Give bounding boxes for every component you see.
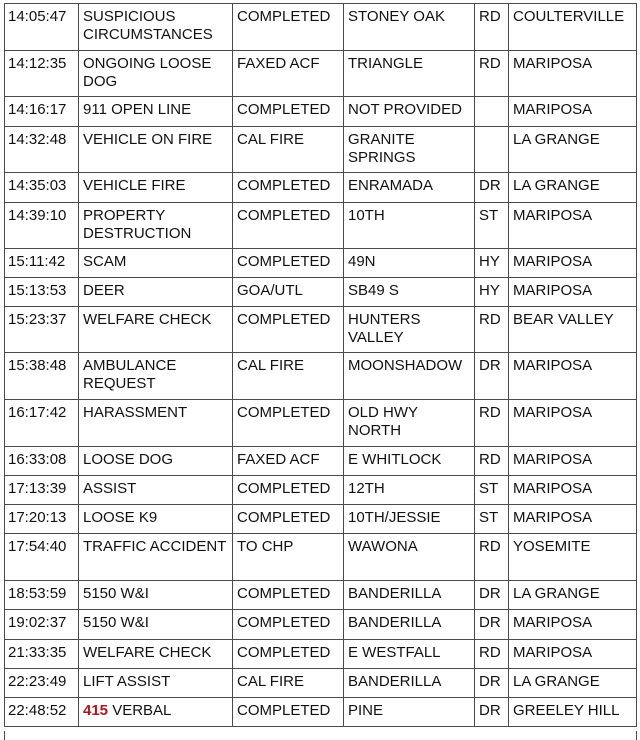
call-time-cell: 17:54:40 [5, 534, 79, 581]
call-type-cell [79, 97, 233, 127]
street-cell: BANDERILLA [344, 610, 475, 640]
street-suffix-cell [475, 127, 509, 173]
table-row [5, 581, 637, 610]
call-type-cell [79, 127, 233, 173]
call-type-cell [79, 51, 233, 97]
street-cell: WAWONA [344, 534, 475, 581]
street-suffix-cell: RD [475, 4, 509, 51]
call-type-text: PROPERTY DESTRUCTION [83, 207, 192, 242]
street-cell: OLD HWY NORTH [344, 400, 475, 447]
table-row [5, 278, 637, 307]
city-cell: MARIPOSA [509, 278, 637, 307]
call-time-cell: 17:20:13 [5, 505, 79, 534]
city-cell: LA GRANGE [509, 173, 637, 203]
call-time-cell: 22:23:49 [5, 669, 79, 698]
city-cell: MARIPOSA [509, 640, 637, 669]
call-time-cell: 15:11:42 [5, 249, 79, 278]
table-row [5, 4, 637, 51]
disposition-cell: COMPLETED [233, 249, 344, 278]
call-type-text: SUSPICIOUS CIRCUMSTANCES [83, 8, 213, 43]
disposition-cell: COMPLETED [233, 640, 344, 669]
disposition-cell: CAL FIRE [233, 353, 344, 400]
call-type-cell [79, 4, 233, 51]
call-type-cell [79, 400, 233, 447]
disposition-cell: COMPLETED [233, 307, 344, 353]
street-suffix-cell: ST [475, 505, 509, 534]
call-type-text: SCAM [83, 253, 127, 270]
call-time-cell: 14:05:47 [5, 4, 79, 51]
disposition-cell: COMPLETED [233, 97, 344, 127]
street-cell: 49N [344, 249, 475, 278]
call-type-text: TRAFFIC ACCIDENT [83, 538, 227, 555]
street-suffix-cell: DR [475, 669, 509, 698]
call-type-text: HARASSMENT [83, 404, 188, 421]
street-cell: MOONSHADOW [344, 353, 475, 400]
call-type-text: WELFARE CHECK [83, 311, 212, 328]
disposition-cell: COMPLETED [233, 203, 344, 249]
call-time-cell: 14:16:17 [5, 97, 79, 127]
call-type-cell [79, 698, 233, 727]
street-cell: TRIANGLE [344, 51, 475, 97]
city-cell: LA GRANGE [509, 127, 637, 173]
call-type-cell [79, 610, 233, 640]
street-cell: BANDERILLA [344, 581, 475, 610]
table-row [5, 51, 637, 97]
street-cell: GRANITE SPRINGS [344, 127, 475, 173]
disposition-cell: CAL FIRE [233, 669, 344, 698]
call-time-cell: 18:53:59 [5, 581, 79, 610]
call-type-text: WELFARE CHECK [83, 644, 212, 661]
disposition-cell: FAXED ACF [233, 51, 344, 97]
street-suffix-cell: RD [475, 51, 509, 97]
city-cell: BEAR VALLEY [509, 307, 637, 353]
street-suffix-cell: ST [475, 476, 509, 505]
street-suffix-cell: RD [475, 307, 509, 353]
disposition-cell: GOA/UTL [233, 278, 344, 307]
call-type-cell [79, 534, 233, 581]
table-row [5, 669, 637, 698]
disposition-cell: COMPLETED [233, 581, 344, 610]
street-suffix-cell: DR [475, 581, 509, 610]
table-row [5, 353, 637, 400]
call-type-text: 911 OPEN LINE [83, 101, 192, 118]
call-type-cell [79, 581, 233, 610]
disposition-cell: COMPLETED [233, 505, 344, 534]
table-row [5, 640, 637, 669]
call-type-cell [79, 640, 233, 669]
call-time-cell: 15:13:53 [5, 278, 79, 307]
table-row [5, 307, 637, 353]
call-log-table [4, 3, 637, 727]
table-row [5, 127, 637, 173]
call-type-text: LOOSE K9 [83, 509, 158, 526]
disposition-cell: CAL FIRE [233, 127, 344, 173]
table-row [5, 97, 637, 127]
disposition-cell: COMPLETED [233, 698, 344, 727]
city-cell: MARIPOSA [509, 400, 637, 447]
city-cell: MARIPOSA [509, 203, 637, 249]
table-row [5, 505, 637, 534]
call-log-body [5, 4, 637, 727]
disposition-cell: COMPLETED [233, 4, 344, 51]
city-cell: MARIPOSA [509, 505, 637, 534]
city-cell: MARIPOSA [509, 249, 637, 278]
street-cell: E WESTFALL [344, 640, 475, 669]
street-cell: SB49 S [344, 278, 475, 307]
street-suffix-cell: RD [475, 534, 509, 581]
street-suffix-cell: RD [475, 447, 509, 476]
street-suffix-cell: DR [475, 610, 509, 640]
street-suffix-cell: HY [475, 249, 509, 278]
call-type-text: VEHICLE FIRE [83, 177, 186, 194]
call-time-cell: 17:13:39 [5, 476, 79, 505]
call-type-cell [79, 307, 233, 353]
street-cell: 12TH [344, 476, 475, 505]
call-type-text: ONGOING LOOSE DOG [83, 55, 216, 90]
call-time-cell: 22:48:52 [5, 698, 79, 727]
call-type-text: 5150 W&I [83, 614, 149, 631]
call-time-cell: 15:38:48 [5, 353, 79, 400]
call-type-cell [79, 203, 233, 249]
city-cell: MARIPOSA [509, 610, 637, 640]
call-time-cell: 14:35:03 [5, 173, 79, 203]
call-time-cell: 16:33:08 [5, 447, 79, 476]
disposition-cell: FAXED ACF [233, 447, 344, 476]
table-row [5, 173, 637, 203]
city-cell: MARIPOSA [509, 447, 637, 476]
call-time-cell: 16:17:42 [5, 400, 79, 447]
city-cell: YOSEMITE [509, 534, 637, 581]
call-type-cell [79, 173, 233, 203]
disposition-cell: TO CHP [233, 534, 344, 581]
city-cell: LA GRANGE [509, 581, 637, 610]
table-row [5, 447, 637, 476]
call-type-text: ASSIST [83, 480, 137, 497]
street-suffix-cell: DR [475, 173, 509, 203]
street-cell: ENRAMADA [344, 173, 475, 203]
street-cell: NOT PROVIDED [344, 97, 475, 127]
street-suffix-cell: DR [475, 698, 509, 727]
disposition-cell: COMPLETED [233, 400, 344, 447]
call-time-cell: 14:32:48 [5, 127, 79, 173]
call-type-text: 5150 W&I [83, 585, 149, 602]
call-time-cell: 14:12:35 [5, 51, 79, 97]
call-type-text: AMBULANCE REQUEST [83, 357, 181, 392]
call-type-cell [79, 353, 233, 400]
street-cell: BANDERILLA [344, 669, 475, 698]
call-time-cell: 19:02:37 [5, 610, 79, 640]
call-type-text: VERBAL [108, 702, 172, 719]
call-type-cell [79, 447, 233, 476]
street-suffix-cell [475, 97, 509, 127]
street-suffix-cell: HY [475, 278, 509, 307]
call-type-cell [79, 505, 233, 534]
street-suffix-cell: RD [475, 400, 509, 447]
table-row [5, 249, 637, 278]
street-cell: HUNTERS VALLEY [344, 307, 475, 353]
table-row [5, 476, 637, 505]
call-code: 415 [83, 702, 109, 719]
call-type-text: LOOSE DOG [83, 451, 174, 468]
city-cell: LA GRANGE [509, 669, 637, 698]
call-type-text: VEHICLE ON FIRE [83, 131, 213, 148]
street-cell: STONEY OAK [344, 4, 475, 51]
table-row [5, 400, 637, 447]
table-row [5, 698, 637, 727]
city-cell: MARIPOSA [509, 51, 637, 97]
street-suffix-cell: DR [475, 353, 509, 400]
street-cell: E WHITLOCK [344, 447, 475, 476]
street-suffix-cell: RD [475, 640, 509, 669]
call-time-cell: 15:23:37 [5, 307, 79, 353]
street-suffix-cell: ST [475, 203, 509, 249]
call-type-text: DEER [83, 282, 125, 299]
disposition-cell: COMPLETED [233, 173, 344, 203]
table-row [5, 610, 637, 640]
city-cell: MARIPOSA [509, 476, 637, 505]
call-type-cell [79, 278, 233, 307]
call-time-cell: 14:39:10 [5, 203, 79, 249]
call-time-cell: 21:33:35 [5, 640, 79, 669]
city-cell: GREELEY HILL [509, 698, 637, 727]
call-type-cell [79, 476, 233, 505]
next-row-edge [4, 731, 637, 740]
call-type-text: LIFT ASSIST [83, 673, 171, 690]
city-cell: COULTERVILLE [509, 4, 637, 51]
disposition-cell: COMPLETED [233, 476, 344, 505]
street-cell: PINE [344, 698, 475, 727]
call-type-cell [79, 249, 233, 278]
city-cell: MARIPOSA [509, 353, 637, 400]
table-row [5, 534, 637, 581]
table-row [5, 203, 637, 249]
city-cell: MARIPOSA [509, 97, 637, 127]
street-cell: 10TH [344, 203, 475, 249]
street-cell: 10TH/JESSIE [344, 505, 475, 534]
disposition-cell: COMPLETED [233, 610, 344, 640]
call-type-cell [79, 669, 233, 698]
